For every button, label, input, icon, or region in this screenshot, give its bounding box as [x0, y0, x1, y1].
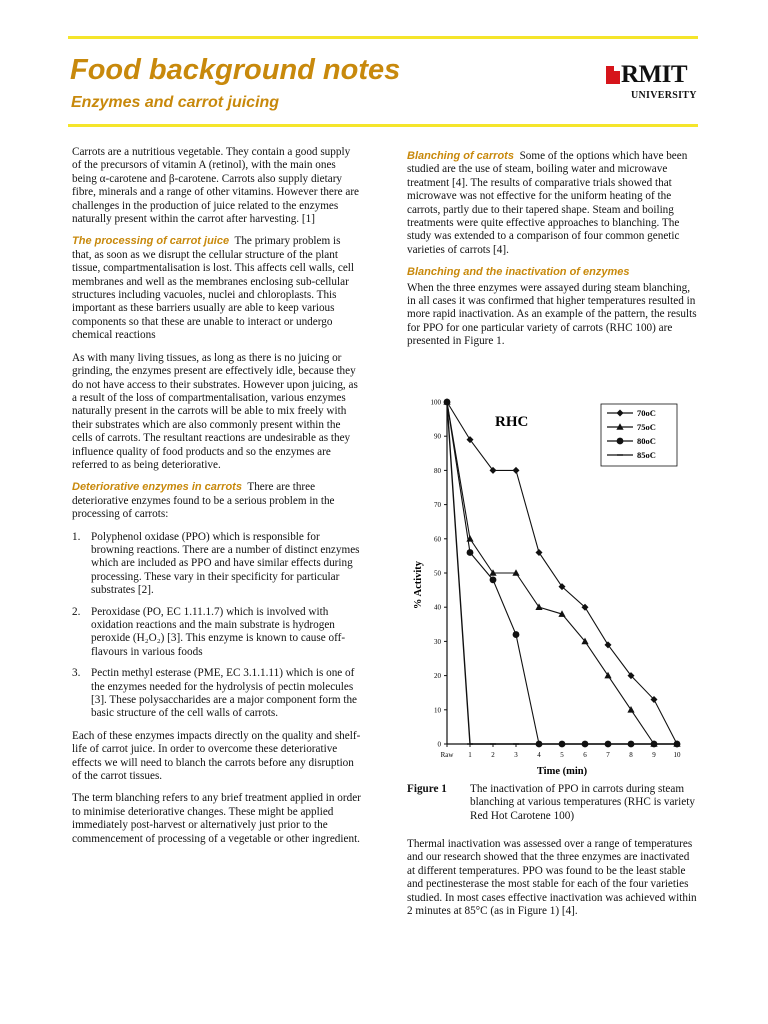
- data-point-diamond: [536, 549, 543, 556]
- rmit-logo-mark-icon: [604, 64, 622, 86]
- right-column: [407, 150, 697, 358]
- y-tick-label: 50: [434, 569, 441, 578]
- inactivation-heading-line: [407, 266, 697, 279]
- top-rule: [68, 36, 698, 39]
- x-tick-label: 8: [629, 751, 633, 759]
- processing-heading: The processing of carrot juice: [72, 235, 230, 248]
- y-tick-label: 10: [434, 706, 441, 715]
- rmit-logo: [604, 60, 698, 108]
- y-tick-label: 0: [437, 740, 441, 749]
- list-item: [72, 531, 362, 598]
- x-tick-label: 3: [514, 751, 518, 759]
- thermal-section: [407, 838, 697, 918]
- x-tick-label: Raw: [440, 751, 454, 759]
- list-item-number: 1.: [72, 530, 81, 543]
- blanching-paragraph: [407, 150, 697, 257]
- y-tick-label: 30: [434, 637, 441, 646]
- enzyme-list: [72, 531, 362, 721]
- y-tick-label: 40: [434, 603, 441, 612]
- legend-label: 85oC: [637, 450, 656, 460]
- deteriorative-paragraph: [72, 481, 362, 521]
- deteriorative-text: There are three deteriorative enzymes found to be a serious problem in the processing of carrots:: [72, 481, 335, 521]
- y-tick-label: 90: [434, 432, 441, 441]
- impact-paragraph: Each of these enzymes impacts directly on the quality and shelf-life of carrot juice. In order to overcome these deteriorative effects we will need to blanch the carrots before any disruption of the carrot tissues.: [72, 729, 361, 783]
- legend-label: 75oC: [637, 422, 656, 432]
- data-point-circle: [513, 631, 520, 638]
- logo-name: RMIT: [621, 61, 688, 88]
- x-tick-label: 2: [491, 751, 495, 759]
- x-tick-label: 10: [673, 751, 681, 759]
- thermal-paragraph: Thermal inactivation was assessed over a range of temperatures and our research showed that the three enzymes are inactivated at different temperatures. PPO was found to be the least stable and pectinesterase the most stable for each of the four varieties studied. In most cases effective inactivation was achieved within 2 minutes at 85°C (as in Figure 1) [4].: [407, 838, 697, 918]
- list-item-text: Pectin methyl esterase (PME, EC 3.1.1.11) which is one of the enzymes needed for the hydrolysis of pectin molecules [3]. These polysaccharides are a major component form the basic structure of the cell walls of carrots.: [91, 667, 358, 720]
- figure-label: Figure 1: [407, 783, 447, 795]
- header-bottom-rule: [68, 124, 698, 127]
- page-subtitle: Enzymes and carrot juicing: [71, 94, 280, 111]
- y-tick-label: 60: [434, 535, 441, 544]
- legend-label: 70oC: [637, 408, 656, 418]
- inactivation-paragraph: When the three enzymes were assayed during steam blanching, in all cases it was confirmed that higher temperatures resulted in more rapid inactivation. As an example of the pattern, the results for PPO for one particular variety of carrots (RHC 100) are presented in Figure 1.: [407, 281, 697, 348]
- x-axis-label: Time (min): [536, 766, 588, 777]
- x-tick-label: 9: [652, 751, 656, 759]
- y-tick-label: 80: [434, 466, 441, 475]
- x-tick-label: 4: [537, 751, 541, 759]
- inactivation-heading: Blanching and the inactivation of enzymes: [407, 266, 630, 279]
- list-item: [72, 606, 362, 660]
- data-point-circle: [617, 438, 624, 445]
- list-item-text: Peroxidase (PO, EC 1.11.1.7) which is involved with oxidation reactions and the main substrate is hydrogen peroxide (H₂O₂) [3]. This enzyme is known to cause off-flavours in various foods: [91, 605, 346, 658]
- y-tick-label: 20: [434, 672, 441, 681]
- x-tick-label: 1: [468, 751, 472, 759]
- logo-university: UNIVERSITY: [631, 90, 697, 101]
- legend-label: 80oC: [637, 436, 656, 446]
- deteriorative-heading: Deteriorative enzymes in carrots: [72, 481, 242, 494]
- list-item-number: 3.: [72, 667, 81, 680]
- blanching-heading: Blanching of carrots: [407, 150, 514, 162]
- figure-caption-text: The inactivation of PPO in carrots during steam blanching at various temperatures (RHC is variety Red Hot Carotene 100): [470, 783, 695, 822]
- blanching-text: Some of the options which have been studied are the use of steam, boiling water and microwave treatment [4]. The results of comparative trials showed that microwave was not effective for the uniform heating of the carrots, partly due to their tapered shape. Steam and boiling treatments were quite effective approaches to blanching. The study was extended to a comparison of four common genetic varieties of carrots [4].: [407, 150, 688, 256]
- list-item-text: Polyphenol oxidase (PPO) which is responsible for browning reactions. There are a number of distinct enzymes which are included as PPO and have similar effects during processing. These vary in their specificity for particular substrates [2].: [91, 530, 360, 597]
- blanching-definition-paragraph: The term blanching refers to any brief treatment applied in order to minimise deteriorative changes. These might be applied immediately post-harvest or alternatively just prior to the commencement of processing of a vegetable or other ingredient.: [72, 792, 361, 845]
- x-tick-label: 7: [606, 751, 610, 759]
- data-point-circle: [467, 549, 474, 556]
- y-axis-label: % Activity: [413, 560, 424, 610]
- data-point-circle: [490, 576, 497, 583]
- page-title: Food background notes: [70, 54, 401, 86]
- x-tick-label: 6: [583, 751, 587, 759]
- y-tick-label: 70: [434, 501, 441, 510]
- x-tick-label: 5: [560, 751, 564, 759]
- processing-paragraph: [72, 235, 362, 342]
- tissues-paragraph: As with many living tissues, as long as there is no juicing or grinding, the enzymes present are effectively idle, because they do not have access to their substrates. However upon juicing, as a result of the loss of compartmentalisation, various enzymes naturally present in the carrots will be able to mix freely with their substrates which are also commonly present within the cells of carrots. The resultant reactions are undesirable as they influence quality of food products and so the enzymes are referred to as being deteriorative.: [72, 351, 358, 471]
- ppo-inactivation-chart: [405, 390, 701, 780]
- left-column: [72, 146, 362, 855]
- list-item-number: 2.: [72, 605, 81, 618]
- chart-title: RHC: [495, 414, 529, 430]
- processing-text: The primary problem is that, as soon as we disrupt the cellular structure of the plant tissue, compartmentalisation is lost. This affects cell walls, cell membranes and well as the membranes enclosing sub-cellular structures including vacuoles, nuclei and chloroplasts. This important as these barriers usually are able to keep various components so that these are unable to interact or undergo chemical reactions: [72, 235, 355, 342]
- data-point-diamond: [513, 467, 520, 474]
- list-item: [72, 667, 362, 721]
- y-tick-label: 100: [430, 398, 441, 407]
- intro-paragraph: Carrots are a nutritious vegetable. They contain a good supply of the precursors of vitamin A (retinol), with the main ones being α-carotene and β-carotene. Carrots also supply dietary fibre, minerals and a range of other vitamins. However there are challenges in the production of juice related to the enzymes naturally present within the carrot after harvesting. [1]: [72, 146, 360, 226]
